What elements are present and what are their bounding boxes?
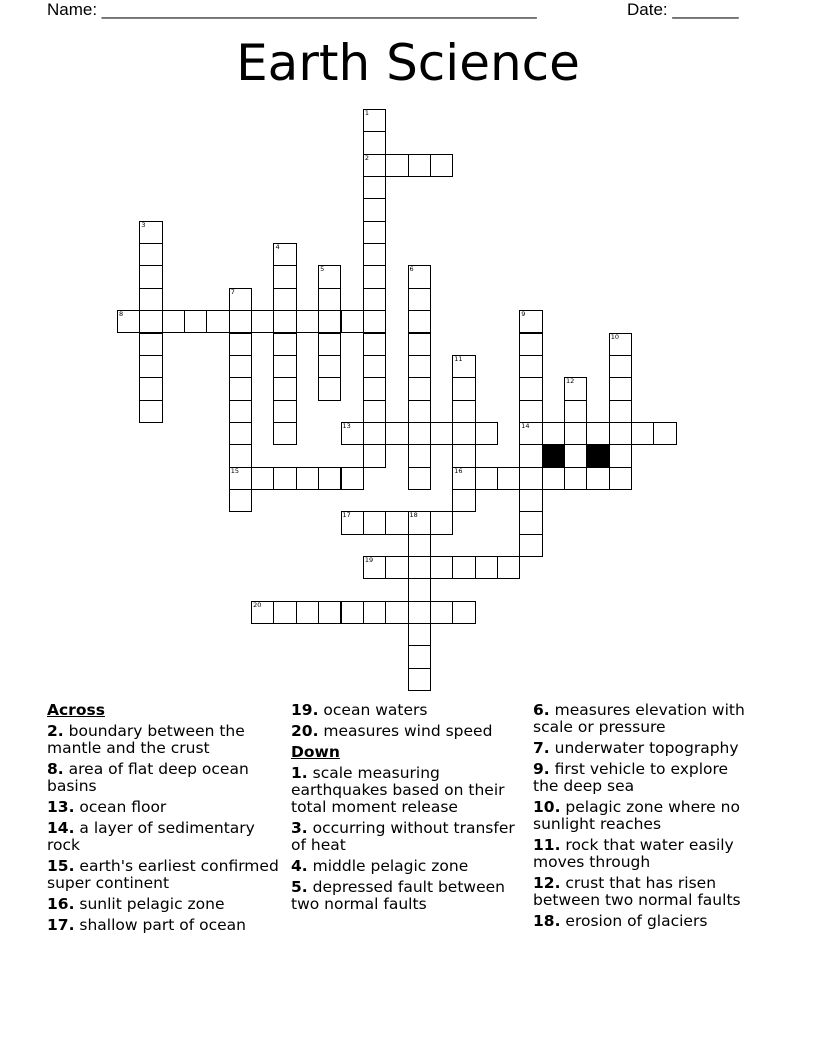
clue-3 bbox=[291, 820, 531, 854]
grid-cell[interactable] bbox=[363, 422, 386, 445]
clue-9 bbox=[533, 761, 758, 795]
grid-cell[interactable] bbox=[408, 668, 431, 691]
grid-cell[interactable] bbox=[430, 422, 453, 445]
clue-text: boundary between the mantle and the crust bbox=[47, 722, 245, 757]
date-field[interactable]: Date: _______ bbox=[627, 0, 739, 19]
clue-5 bbox=[291, 879, 531, 913]
grid-cell[interactable] bbox=[519, 444, 542, 467]
grid-cell[interactable] bbox=[139, 221, 162, 244]
grid-cell[interactable] bbox=[363, 400, 386, 423]
grid-cell[interactable] bbox=[273, 467, 296, 490]
grid-cell[interactable] bbox=[519, 377, 542, 400]
grid-cell[interactable] bbox=[519, 333, 542, 356]
clue-14 bbox=[47, 820, 287, 854]
clue-text: sunlit pelagic zone bbox=[79, 895, 225, 913]
grid-cell[interactable] bbox=[408, 355, 431, 378]
grid-cell[interactable] bbox=[363, 109, 386, 132]
clue-text: rock that water easily moves through bbox=[533, 836, 734, 871]
grid-cell[interactable] bbox=[363, 355, 386, 378]
grid-cell[interactable] bbox=[318, 333, 341, 356]
clue-number: 11 bbox=[454, 354, 463, 363]
clue-number-label: 10. bbox=[533, 798, 561, 816]
clue-text: earth's earliest confirmed super continent bbox=[47, 857, 279, 892]
grid-cell[interactable] bbox=[430, 154, 453, 177]
grid-cell[interactable] bbox=[363, 131, 386, 154]
clue-number: 12 bbox=[566, 377, 575, 386]
grid-cell[interactable] bbox=[273, 422, 296, 445]
clue-number-label: 12. bbox=[533, 874, 561, 892]
clue-7 bbox=[533, 740, 758, 757]
grid-cell[interactable] bbox=[408, 556, 431, 579]
grid-cell[interactable] bbox=[341, 467, 364, 490]
clue-text: erosion of glaciers bbox=[565, 912, 708, 930]
grid-cell[interactable] bbox=[139, 400, 162, 423]
grid-cell[interactable] bbox=[564, 467, 587, 490]
grid-cell[interactable] bbox=[452, 377, 475, 400]
grid-cell[interactable] bbox=[139, 333, 162, 356]
grid-cell[interactable] bbox=[318, 377, 341, 400]
grid-cell[interactable] bbox=[318, 467, 341, 490]
grid-cell[interactable] bbox=[139, 288, 162, 311]
clue-text: depressed fault between two normal faults bbox=[291, 878, 505, 913]
grid-cell[interactable] bbox=[318, 265, 341, 288]
name-field[interactable]: Name: ______________________________________________ bbox=[47, 0, 537, 19]
clue-number: 19 bbox=[364, 556, 374, 564]
clue-number-label: 18. bbox=[533, 912, 561, 930]
grid-cell[interactable] bbox=[408, 400, 431, 423]
clue-11 bbox=[533, 837, 758, 871]
clue-13 bbox=[47, 799, 287, 816]
grid-cell[interactable] bbox=[519, 355, 542, 378]
grid-cell[interactable] bbox=[408, 578, 431, 601]
grid-cell[interactable] bbox=[385, 556, 408, 579]
clue-2 bbox=[47, 723, 287, 757]
grid-cell[interactable] bbox=[452, 601, 475, 624]
grid-cell[interactable] bbox=[318, 288, 341, 311]
grid-cell[interactable] bbox=[341, 422, 364, 445]
grid-cell[interactable] bbox=[653, 422, 676, 445]
grid-cell[interactable] bbox=[318, 310, 341, 333]
clue-text: underwater topography bbox=[554, 739, 739, 757]
grid-cell[interactable] bbox=[273, 265, 296, 288]
clue-number: 7 bbox=[230, 287, 235, 296]
clue-text: scale measuring earthquakes based on their total moment release bbox=[291, 764, 505, 816]
grid-cell[interactable] bbox=[117, 310, 140, 333]
grid-cell[interactable] bbox=[408, 467, 431, 490]
black-cell bbox=[586, 444, 609, 467]
grid-cell[interactable] bbox=[162, 310, 185, 333]
grid-cell[interactable] bbox=[363, 154, 386, 177]
grid-cell[interactable] bbox=[229, 400, 252, 423]
grid-cell[interactable] bbox=[408, 511, 431, 534]
grid-cell[interactable] bbox=[564, 444, 587, 467]
grid-cell[interactable] bbox=[385, 422, 408, 445]
grid-cell[interactable] bbox=[139, 265, 162, 288]
clue-text: pelagic zone where no sunlight reaches bbox=[533, 798, 740, 833]
grid-cell[interactable] bbox=[363, 377, 386, 400]
grid-cell[interactable] bbox=[408, 288, 431, 311]
grid-cell[interactable] bbox=[609, 377, 632, 400]
grid-cell[interactable] bbox=[430, 556, 453, 579]
grid-cell[interactable] bbox=[229, 377, 252, 400]
clue-number-label: 15. bbox=[47, 857, 75, 875]
clues-column-2 bbox=[291, 702, 531, 917]
clue-text: first vehicle to explore the deep sea bbox=[533, 760, 729, 795]
grid-cell[interactable] bbox=[296, 310, 319, 333]
grid-cell[interactable] bbox=[452, 489, 475, 512]
clue-number: 9 bbox=[521, 310, 526, 319]
grid-cell[interactable] bbox=[609, 400, 632, 423]
clue-number: 3 bbox=[141, 220, 146, 229]
clue-number: 10 bbox=[610, 332, 619, 341]
clue-text: ocean floor bbox=[79, 798, 167, 816]
grid-cell[interactable] bbox=[229, 355, 252, 378]
grid-cell[interactable] bbox=[408, 601, 431, 624]
grid-cell[interactable] bbox=[139, 355, 162, 378]
clue-4 bbox=[291, 858, 531, 875]
clue-16 bbox=[47, 896, 287, 913]
clue-text: measures wind speed bbox=[323, 722, 493, 740]
clue-number-label: 6. bbox=[533, 701, 550, 719]
grid-cell[interactable] bbox=[363, 310, 386, 333]
clue-number-label: 7. bbox=[533, 739, 550, 757]
grid-cell[interactable] bbox=[363, 333, 386, 356]
clue-15 bbox=[47, 858, 287, 892]
grid-cell[interactable] bbox=[519, 511, 542, 534]
grid-cell[interactable] bbox=[229, 444, 252, 467]
grid-cell[interactable] bbox=[452, 355, 475, 378]
grid-cell[interactable] bbox=[408, 534, 431, 557]
grid-cell[interactable] bbox=[341, 511, 364, 534]
grid-cell[interactable] bbox=[452, 400, 475, 423]
grid-cell[interactable] bbox=[363, 221, 386, 244]
grid-cell[interactable] bbox=[363, 556, 386, 579]
grid-cell[interactable] bbox=[475, 556, 498, 579]
grid-cell[interactable] bbox=[452, 422, 475, 445]
grid-cell[interactable] bbox=[363, 444, 386, 467]
grid-cell[interactable] bbox=[408, 444, 431, 467]
clue-number-label: 13. bbox=[47, 798, 75, 816]
grid-cell[interactable] bbox=[564, 400, 587, 423]
grid-cell[interactable] bbox=[184, 310, 207, 333]
grid-cell[interactable] bbox=[273, 288, 296, 311]
clue-12 bbox=[533, 875, 758, 909]
grid-cell[interactable] bbox=[273, 310, 296, 333]
down-heading: Down bbox=[291, 743, 340, 761]
grid-cell[interactable] bbox=[542, 467, 565, 490]
grid-cell[interactable] bbox=[519, 310, 542, 333]
grid-cell[interactable] bbox=[519, 489, 542, 512]
clue-number: 6 bbox=[409, 265, 414, 274]
grid-cell[interactable] bbox=[609, 467, 632, 490]
clue-number: 1 bbox=[364, 109, 369, 117]
grid-cell[interactable] bbox=[475, 467, 498, 490]
grid-cell[interactable] bbox=[452, 556, 475, 579]
clue-text: occurring without transfer of heat bbox=[291, 819, 515, 854]
grid-cell[interactable] bbox=[609, 355, 632, 378]
grid-cell[interactable] bbox=[564, 422, 587, 445]
clue-1 bbox=[291, 765, 531, 816]
grid-cell[interactable] bbox=[408, 422, 431, 445]
grid-cell[interactable] bbox=[385, 154, 408, 177]
grid-cell[interactable] bbox=[363, 176, 386, 199]
grid-cell[interactable] bbox=[251, 601, 274, 624]
grid-cell[interactable] bbox=[542, 422, 565, 445]
grid-cell[interactable] bbox=[586, 422, 609, 445]
clue-number: 17 bbox=[342, 511, 351, 520]
clue-number-label: 1. bbox=[291, 764, 308, 782]
clue-number: 2 bbox=[364, 153, 369, 162]
clue-20 bbox=[291, 723, 531, 740]
grid-cell[interactable] bbox=[519, 400, 542, 423]
grid-cell[interactable] bbox=[341, 310, 364, 333]
clue-number-label: 2. bbox=[47, 722, 64, 740]
clue-17 bbox=[47, 917, 287, 934]
grid-cell[interactable] bbox=[273, 355, 296, 378]
clue-number: 20 bbox=[253, 600, 262, 609]
grid-cell[interactable] bbox=[229, 489, 252, 512]
grid-cell[interactable] bbox=[296, 467, 319, 490]
clue-18 bbox=[533, 913, 758, 930]
grid-cell[interactable] bbox=[497, 467, 520, 490]
clue-number-label: 4. bbox=[291, 857, 308, 875]
grid-cell[interactable] bbox=[139, 377, 162, 400]
grid-cell[interactable] bbox=[229, 310, 252, 333]
clue-text: ocean waters bbox=[323, 701, 428, 719]
clue-number-label: 11. bbox=[533, 836, 561, 854]
grid-cell[interactable] bbox=[408, 377, 431, 400]
grid-cell[interactable] bbox=[363, 265, 386, 288]
grid-cell[interactable] bbox=[452, 467, 475, 490]
grid-cell[interactable] bbox=[385, 601, 408, 624]
clue-text: area of flat deep ocean basins bbox=[47, 760, 249, 795]
grid-cell[interactable] bbox=[206, 310, 229, 333]
grid-cell[interactable] bbox=[519, 467, 542, 490]
grid-cell[interactable] bbox=[586, 467, 609, 490]
clues-column-1 bbox=[47, 702, 287, 938]
grid-cell[interactable] bbox=[408, 265, 431, 288]
clue-6 bbox=[533, 702, 758, 736]
grid-cell[interactable] bbox=[229, 288, 252, 311]
clue-number: 14 bbox=[521, 421, 530, 430]
clue-8 bbox=[47, 761, 287, 795]
clue-number: 16 bbox=[454, 466, 463, 475]
clue-number-label: 3. bbox=[291, 819, 308, 837]
clue-number: 5 bbox=[320, 265, 325, 274]
clue-19 bbox=[291, 702, 531, 719]
grid-cell[interactable] bbox=[497, 556, 520, 579]
clue-10 bbox=[533, 799, 758, 833]
clue-number-label: 20. bbox=[291, 722, 319, 740]
grid-cell[interactable] bbox=[341, 601, 364, 624]
page-title: Earth Science bbox=[236, 34, 580, 92]
grid-cell[interactable] bbox=[385, 511, 408, 534]
clue-number-label: 9. bbox=[533, 760, 550, 778]
grid-cell[interactable] bbox=[229, 333, 252, 356]
grid-cell[interactable] bbox=[363, 601, 386, 624]
clues-column-3 bbox=[533, 702, 758, 934]
grid-cell[interactable] bbox=[609, 422, 632, 445]
grid-cell[interactable] bbox=[273, 333, 296, 356]
grid-cell[interactable] bbox=[139, 310, 162, 333]
grid-cell[interactable] bbox=[452, 444, 475, 467]
grid-cell[interactable] bbox=[609, 444, 632, 467]
grid-cell[interactable] bbox=[296, 601, 319, 624]
grid-cell[interactable] bbox=[430, 511, 453, 534]
grid-cell[interactable] bbox=[273, 601, 296, 624]
clue-number-label: 16. bbox=[47, 895, 75, 913]
clue-number-label: 8. bbox=[47, 760, 64, 778]
clue-number: 13 bbox=[342, 421, 351, 430]
clue-text: crust that has risen between two normal faults bbox=[533, 874, 741, 909]
clue-text: middle pelagic zone bbox=[312, 857, 469, 875]
grid-cell[interactable] bbox=[564, 377, 587, 400]
grid-cell[interactable] bbox=[273, 377, 296, 400]
grid-cell[interactable] bbox=[475, 422, 498, 445]
grid-cell[interactable] bbox=[229, 422, 252, 445]
clue-number: 4 bbox=[275, 243, 280, 252]
grid-cell[interactable] bbox=[408, 154, 431, 177]
grid-cell[interactable] bbox=[318, 355, 341, 378]
grid-cell[interactable] bbox=[363, 198, 386, 221]
grid-cell[interactable] bbox=[408, 333, 431, 356]
grid-cell[interactable] bbox=[519, 422, 542, 445]
clue-number: 18 bbox=[409, 511, 418, 520]
grid-cell[interactable] bbox=[273, 400, 296, 423]
grid-cell[interactable] bbox=[609, 333, 632, 356]
grid-cell[interactable] bbox=[251, 467, 274, 490]
clue-number-label: 14. bbox=[47, 819, 75, 837]
black-cell bbox=[542, 444, 565, 467]
clue-number: 8 bbox=[119, 310, 124, 319]
grid-cell[interactable] bbox=[251, 310, 274, 333]
grid-cell[interactable] bbox=[408, 645, 431, 668]
clue-number-label: 19. bbox=[291, 701, 319, 719]
grid-cell[interactable] bbox=[363, 288, 386, 311]
grid-cell[interactable] bbox=[519, 534, 542, 557]
clue-number-label: 17. bbox=[47, 916, 75, 934]
grid-cell[interactable] bbox=[273, 243, 296, 266]
across-heading: Across bbox=[47, 701, 105, 719]
clue-text: shallow part of ocean bbox=[79, 916, 246, 934]
clue-number: 15 bbox=[230, 466, 240, 475]
clue-text: measures elevation with scale or pressure bbox=[533, 701, 745, 736]
clue-text: a layer of sedimentary rock bbox=[47, 819, 255, 854]
grid-cell[interactable] bbox=[229, 467, 252, 490]
grid-cell[interactable] bbox=[631, 422, 654, 445]
grid-cell[interactable] bbox=[318, 601, 341, 624]
clue-number-label: 5. bbox=[291, 878, 308, 896]
grid-cell[interactable] bbox=[430, 601, 453, 624]
grid-cell[interactable] bbox=[363, 243, 386, 266]
grid-cell[interactable] bbox=[408, 310, 431, 333]
grid-cell[interactable] bbox=[139, 243, 162, 266]
grid-cell[interactable] bbox=[363, 511, 386, 534]
grid-cell[interactable] bbox=[408, 623, 431, 646]
